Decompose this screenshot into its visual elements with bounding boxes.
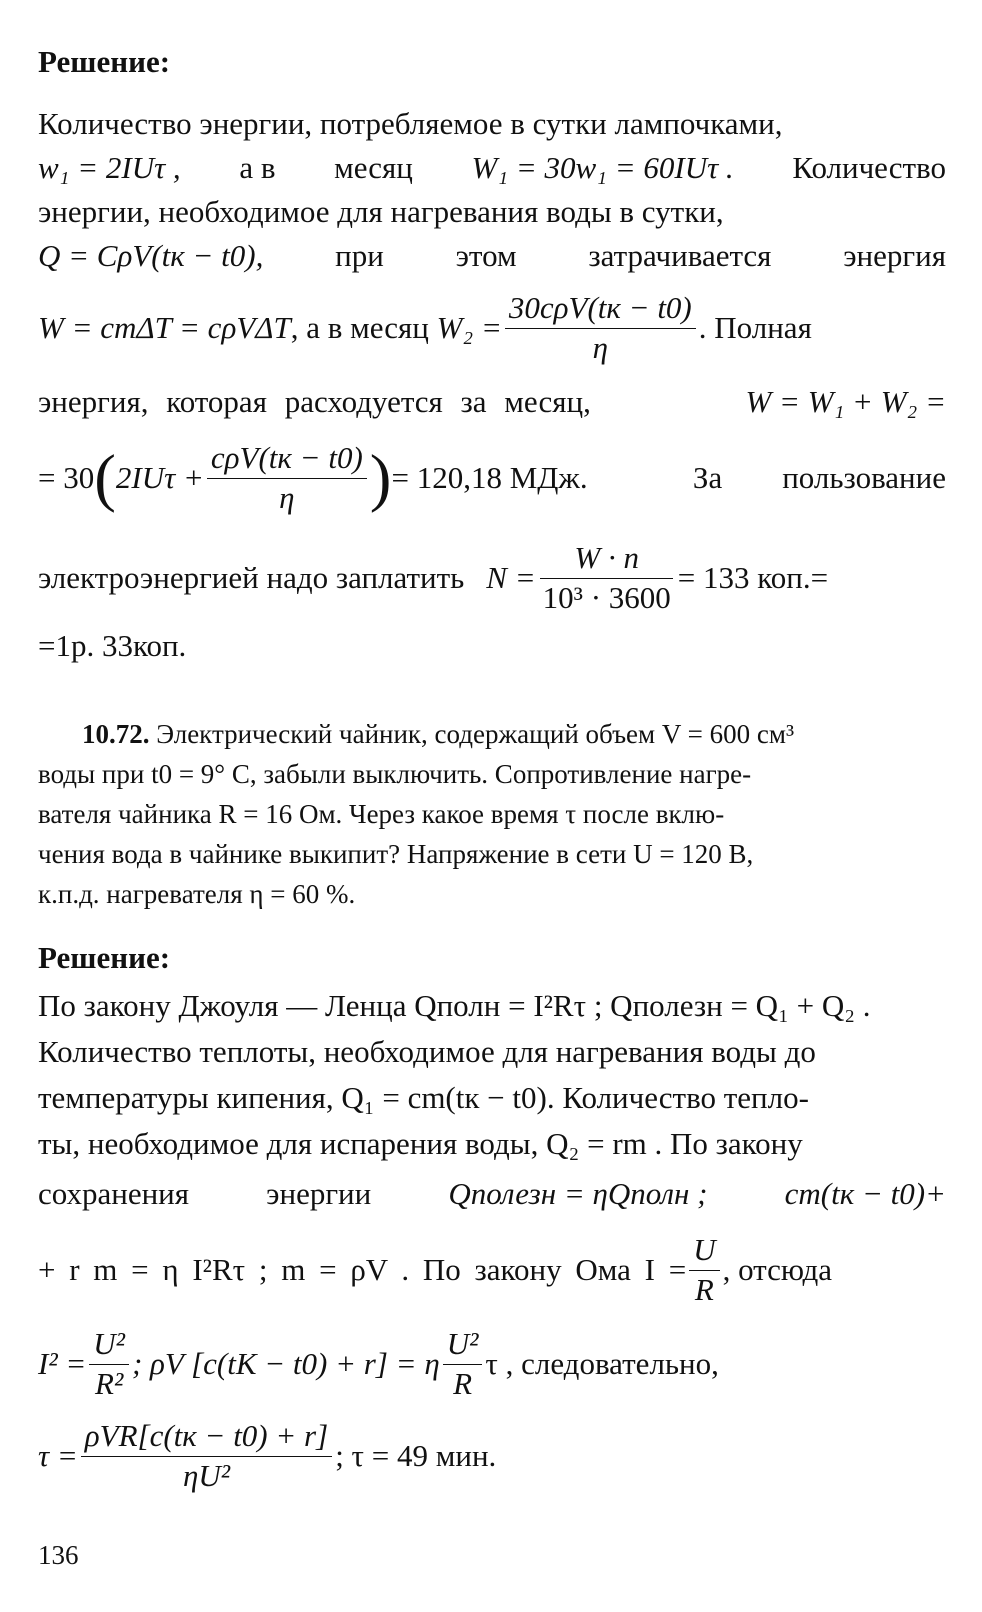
problem-text: Электрический чайник, содержащий объем V = 600 см³ (156, 719, 795, 749)
text-word: За (692, 460, 723, 495)
text-word: а в (239, 150, 276, 185)
numerator: U² (89, 1327, 129, 1364)
formula-w1: w₁ = 2IUτ , (38, 150, 181, 185)
denominator: R (694, 1271, 714, 1307)
formula-rhoV: ; ρV [c(tK − t0) + r] = η (131, 1346, 440, 1381)
text-line: =1р. 33коп. (38, 628, 187, 663)
problem-number: 10.72. (82, 719, 150, 749)
formula-cm: cm(tк − t0)+ (784, 1176, 946, 1211)
formula-result: ; τ = 49 мин. (335, 1438, 497, 1473)
denominator: R (453, 1365, 473, 1401)
text-word: + r m = η I²Rτ ; m = ρV . По закону Ома I = (38, 1252, 687, 1287)
text-word: сохранения (38, 1176, 190, 1211)
formula-W2: W₂ = (436, 310, 502, 345)
problem-line (82, 716, 946, 752)
fraction (81, 1419, 332, 1492)
formula-inner: 2IUτ + (115, 460, 204, 495)
formula-value: = 120,18 МДж. (391, 460, 588, 495)
text-line: температуры кипения, Q₁ = cm(tк − t0). Количество тепло- (38, 1080, 809, 1115)
text-word: , а в месяц (290, 310, 429, 345)
formula-N: N = (486, 560, 536, 595)
formula-value: = 133 коп.= (677, 560, 829, 595)
text-line: ты, необходимое для испарения воды, Q₂ = rm . По закону (38, 1126, 803, 1161)
problem-line: воды при t0 = 9° С, забыли выключить. Сопротивление нагре- (38, 759, 752, 789)
formula-Q-useful: Qполезн = ηQполн ; (448, 1176, 708, 1211)
text-line: Количество теплоты, необходимое для нагревания воды до (38, 1034, 816, 1069)
text-line (38, 236, 946, 276)
formula-Q: Q = CρV(tк − t0), (38, 238, 264, 273)
text-word: месяц (334, 150, 413, 185)
text-word: пользование (782, 460, 946, 495)
text-word: этом (455, 238, 517, 273)
fraction (505, 291, 696, 364)
formula-Wtotal: W = W₁ + W₂ = (745, 384, 946, 419)
formula-prefix: = 30 (38, 460, 95, 495)
page-number: 136 (38, 1540, 79, 1570)
text-line (38, 1228, 946, 1312)
text-line (38, 1412, 946, 1500)
denominator: ηU² (182, 1457, 230, 1493)
problem-line: к.п.д. нагревателя η = 60 %. (38, 879, 356, 909)
text-line: По закону Джоуля — Ленца Qполн = I²Rτ ; Qполезн = Q₁ + Q₂ . (38, 988, 871, 1023)
numerator: U (689, 1233, 719, 1270)
denominator: 10³ · 3600 (542, 579, 671, 615)
text-line (38, 288, 946, 368)
problem-line: чения вода в чайнике выкипит? Напряжение в сети U = 120 В, (38, 839, 754, 869)
solution-heading-2: Решение: (38, 940, 171, 975)
text-line (38, 1322, 946, 1406)
text-line: Количество энергии, потребляемое в сутки лампочками, (38, 106, 783, 141)
denominator: R² (95, 1365, 124, 1401)
fraction (207, 441, 367, 514)
text-word: Количество (792, 150, 946, 185)
text-word: , отсюда (722, 1252, 832, 1287)
text-word: τ , следовательно, (485, 1346, 719, 1381)
denominator: η (592, 329, 609, 365)
text-line (38, 382, 946, 422)
numerator: cρV(tк − t0) (207, 441, 367, 478)
text-line: энергии, необходимое для нагревания воды в сутки, (38, 194, 724, 229)
numerator: W · n (540, 541, 673, 578)
text-line (38, 1174, 946, 1214)
text-word: энергия, которая расходуется за месяц, (38, 384, 591, 419)
formula-W1: W₁ = 30w₁ = 60IUτ . (471, 150, 734, 185)
solution-heading-1: Решение: (38, 44, 171, 79)
fraction (89, 1327, 129, 1400)
denominator: η (279, 479, 295, 515)
numerator: ρVR[c(tк − t0) + r] (81, 1419, 332, 1456)
text-word: затрачивается (588, 238, 772, 273)
text-word: энергия (843, 238, 946, 273)
text-line (38, 148, 946, 188)
fraction (539, 541, 675, 614)
text-word: . Полная (698, 310, 812, 345)
text-line (38, 536, 946, 620)
formula-I2: I² = (38, 1346, 87, 1381)
formula-W: W = cmΔT = cρVΔT (38, 310, 291, 345)
numerator: U² (443, 1327, 483, 1364)
text-word: энергии (266, 1176, 372, 1211)
text-word: при (335, 238, 384, 273)
numerator: 30cρV(tк − t0) (505, 291, 696, 328)
text-line: = 30 ( 2IUτ + $\frac{\text{cρV(tк − t0)}}{\eta}$ ) = 120,18 МДж. За пользование (38, 440, 946, 515)
fraction (689, 1233, 719, 1306)
text-word: электроэнергией надо заплатить (38, 560, 465, 595)
fraction (443, 1327, 483, 1400)
formula-tau: τ = (38, 1438, 78, 1473)
problem-line: вателя чайника R = 16 Ом. Через какое время τ после вклю- (38, 799, 725, 829)
